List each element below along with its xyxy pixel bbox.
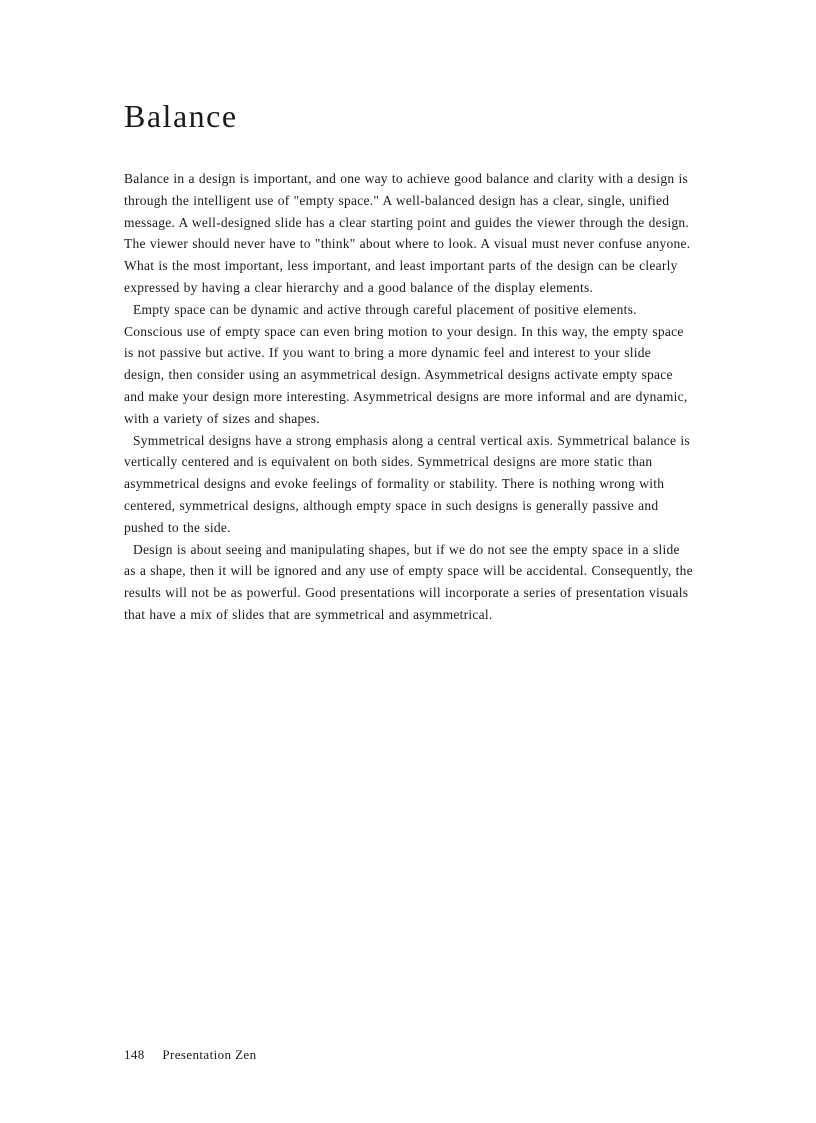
page-heading: Balance: [124, 98, 238, 134]
page-number: 148: [124, 1047, 145, 1062]
paragraph-4: Design is about seeing and manipulating shapes, but if we do not see the empty space in a slide as a shape, then it will be ignored and any use of empty space will be accidental. Consequently, the results will not be as powerful. Good presentations will incorporate a series of presentation visuals that have a mix of slides that are symmetrical and asymmetrical.: [124, 541, 693, 622]
paragraph-2: Empty space can be dynamic and active through careful placement of positive elements. Conscious use of empty space can even bring motion to your design. In this way, the empty space is not passive but active. If you want to bring a more dynamic feel and interest to your slide design, then consider using an asymmetrical design. Asymmetrical designs activate empty space and make your design more interesting. Asymmetrical designs are more informal and are dynamic, with a variety of sizes and shapes.: [124, 301, 688, 426]
paragraph-1: Balance in a design is important, and one way to achieve good balance and clarity with a design is through the intelligent use of "empty space." A well-balanced design has a clear, single, unified message. A well-designed slide has a clear starting point and guides the viewer through the design. The viewer should never have to "think" about where to look. A visual must never confuse anyone. What is the most important, less important, and least important parts of the design can be clearly expressed by having a clear hierarchy and a good balance of the display elements.: [124, 171, 691, 295]
paragraph-3: Symmetrical designs have a strong emphasis along a central vertical axis. Symmetrical balance is vertically centered and is equivalent on both sides. Symmetrical designs are more static than asymmetrical designs and evoke feelings of formality or stability. There is nothing wrong with centered, symmetrical designs, although empty space in such designs is generally passive and pushed to the side.: [124, 432, 690, 535]
book-title: Presentation Zen: [162, 1047, 257, 1062]
page-footer: [124, 1046, 256, 1064]
body-text: [124, 168, 694, 626]
